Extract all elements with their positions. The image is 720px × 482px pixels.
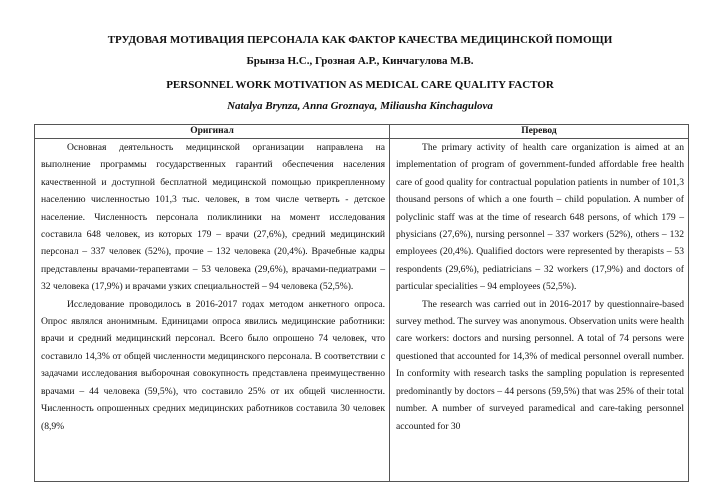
table-header-row [35,125,689,139]
translation-text-cell [390,139,689,482]
original-paragraph-2: Исследование проводилось в 2016-2017 годах методом анкетного опроса. Опрос являлся анонимным. Единицами опроса явились медицинские работники: врачи и средний медицинский персонал. Всего было опрошено 74 человек, что составило 14,3% от общей численности медицинского персонала. В соответствии с задачами исследования выборочная совокупность представлена преимущественно врачами – 44 человека (59,5%), что составило 25% от их общей численности. Численность опрошенных средних медицинских работников составила 30 человек (8,9% [41,298,385,432]
column-header-translation: Перевод [390,125,689,139]
original-text-cell [35,139,390,482]
title-english: PERSONNEL WORK MOTIVATION AS MEDICAL CARE QUALITY FACTOR [166,79,554,91]
comparison-table [34,124,689,482]
table-row [35,139,689,482]
title-russian: ТРУДОВАЯ МОТИВАЦИЯ ПЕРСОНАЛА КАК ФАКТОР КАЧЕСТВА МЕДИЦИНСКОЙ ПОМОЩИ [107,34,613,46]
column-header-original: Оригинал [35,125,390,139]
translation-paragraph-1: The primary activity of health care organization is aimed at an implementation of program of government-funded affordable free health care of good quality for contractual population patients in number of 101,3 thousand persons of which a one fourth – child population. A number of polyclinic staff was at the time of research 648 persons, of which 179 – physicians (27,6%), nursing personnel – 337 workers (52%), others – 132 employees (20,4%). Qualified doctors were represented by therapists – 53 respondents (29,6%), pediatricians – 32 workers (17,9%) and doctors of particular specialities – 94 employees (52,5%). [396,142,684,293]
authors-english: Natalya Brynza, Anna Groznaya, Miliausha Kinchagulova [227,100,493,112]
authors-russian: Брынза Н.С., Грозная А.Р., Кинчагулова М.В. [246,55,474,67]
original-paragraph-1: Основная деятельность медицинской организации направлена на выполнение программы государственных гарантий обеспечения населения качественной и доступной бесплатной медицинской помощью прикрепленному населению численностью 101,3 тыс. человек, в том числе четверть - детское население. Численность персонала поликлиники на момент исследования составила 648 человек, из которых 179 – врачи (27,6%), средний медицинский персонал – 337 человек (52%), прочие – 132 человека (20,4%). Врачебные кадры представлены врачами-терапевтами – 53 человека (29,6%), врачами-педиатрами – 32 человека (17,9%) и врачами узких специальностей – 94 человека (52,5%). [41,142,385,293]
translation-paragraph-2: The research was carried out in 2016-2017 by questionnaire-based survey method. The survey was anonymous. Observation units were health care workers: doctors and nursing personnel. A total of 74 persons were questioned that accounted for 14,3% of medical personnel overall number. In conformity with research tasks the sampling population is represented predominantly by doctors – 44 persons (59,5%) that was 25% of their total number. A number of surveyed paramedical and care-taking personnel accounted for 30 [396,298,684,432]
